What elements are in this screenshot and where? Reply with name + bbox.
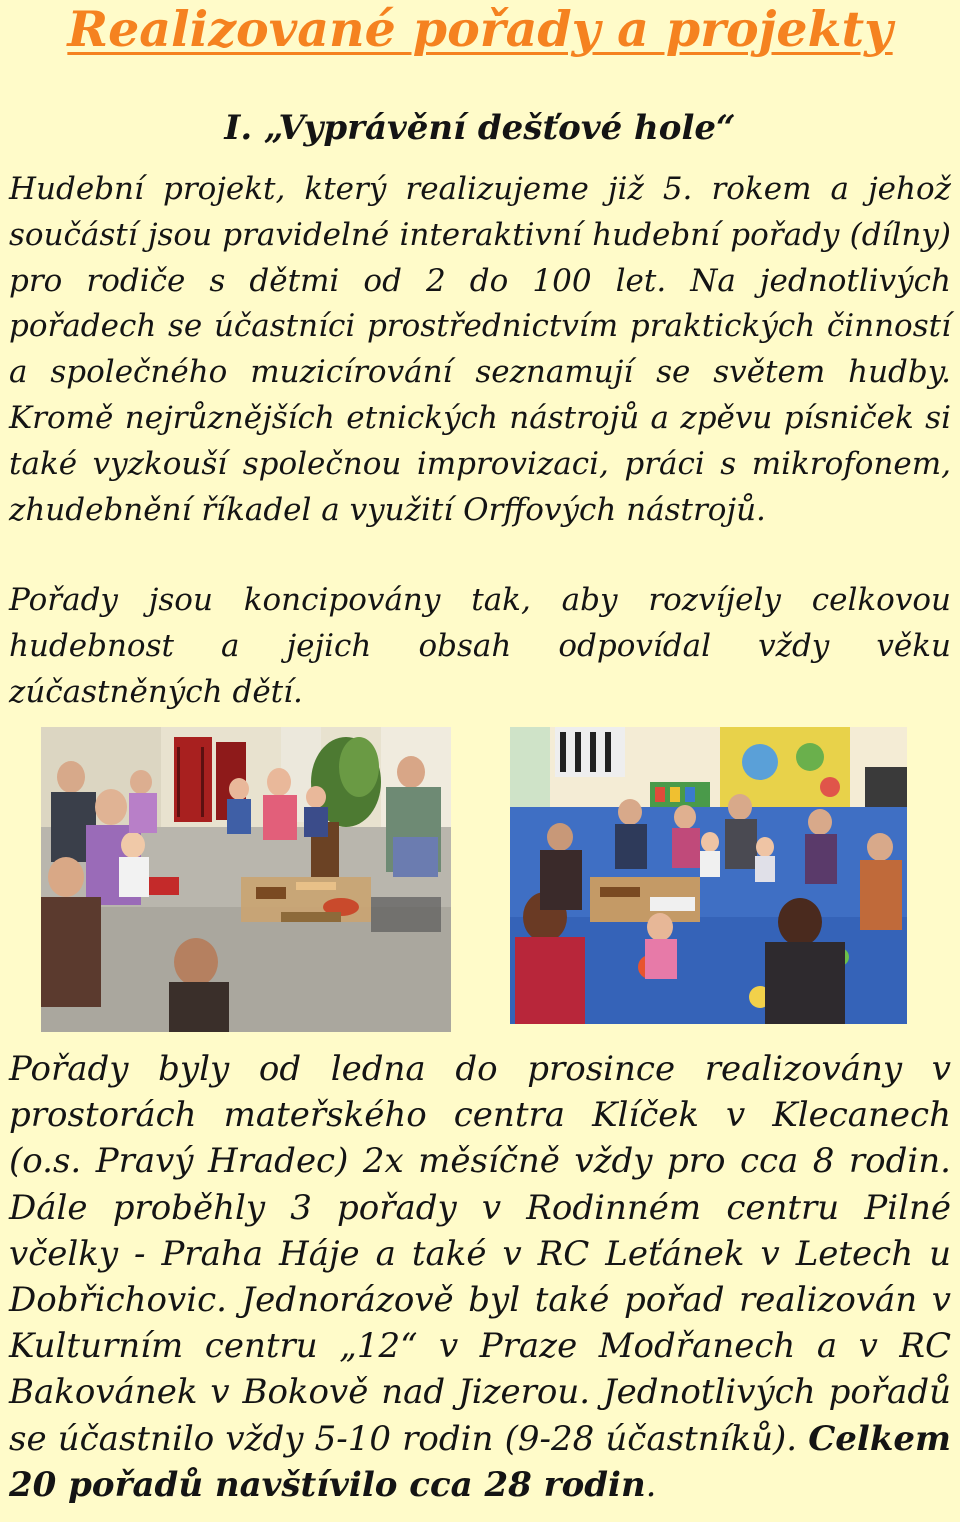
paragraph-program-venues-text: Pořady byly od ledna do prosince realizovány v prostorách mateřského centra Klíček v Klecanech (o.s. Pravý Hradec) 2x měsíčně vždy pro cca 8 rodin. Dále proběhly 3 pořady v Rodinném centru Pilné včelky - Praha Háje a také v RC Leťánek v Letech u Dobřichovic. Jednorázově byl také pořad realizován v Kulturním centru „12“ v Praze Modřanech a v RC Bakovánek v Bokově nad Jizerou. Jednotlivých pořadů se účastnilo vždy 5-10 rodin (9-28 účastníků). (9, 1049, 951, 1459)
workshop-photo-right (510, 727, 907, 1024)
workshop-photo-left-image (41, 727, 451, 1032)
section-heading: I. „Vyprávění dešťové hole“ (224, 108, 736, 148)
paragraph-end-punctuation: . (645, 1464, 657, 1505)
total-attendance-summary: Celkem 20 pořadů navštívilo cca 28 rodin (9, 1418, 951, 1505)
workshop-photo-right-image (510, 727, 907, 1024)
paragraph-program-venues (9, 1046, 951, 1508)
paragraph-program-concept: Pořady jsou koncipovány tak, aby rozvíjely celkovou hudebnost a jejich obsah odpovídal vždy věku zúčastněných dětí. (9, 582, 951, 710)
workshop-photo-left (41, 727, 451, 1032)
page-title: Realizované pořady a projekty (67, 0, 893, 58)
paragraph-project-description: Hudební projekt, který realizujeme již 5. rokem a jehož součástí jsou pravidelné interaktivní hudební pořady (dílny) pro rodiče s dětmi od 2 do 100 let. Na jednotlivých pořadech se účastníci prostřednictvím praktických činností a společného muzicírování seznamují se světem hudby. Kromě nejrůznějších etnických nástrojů a zpěvu písniček si také vyzkouší společnou improvizaci, práci s mikrofonem, zhudebnění říkadel a využití Orffových nástrojů. (9, 171, 951, 528)
